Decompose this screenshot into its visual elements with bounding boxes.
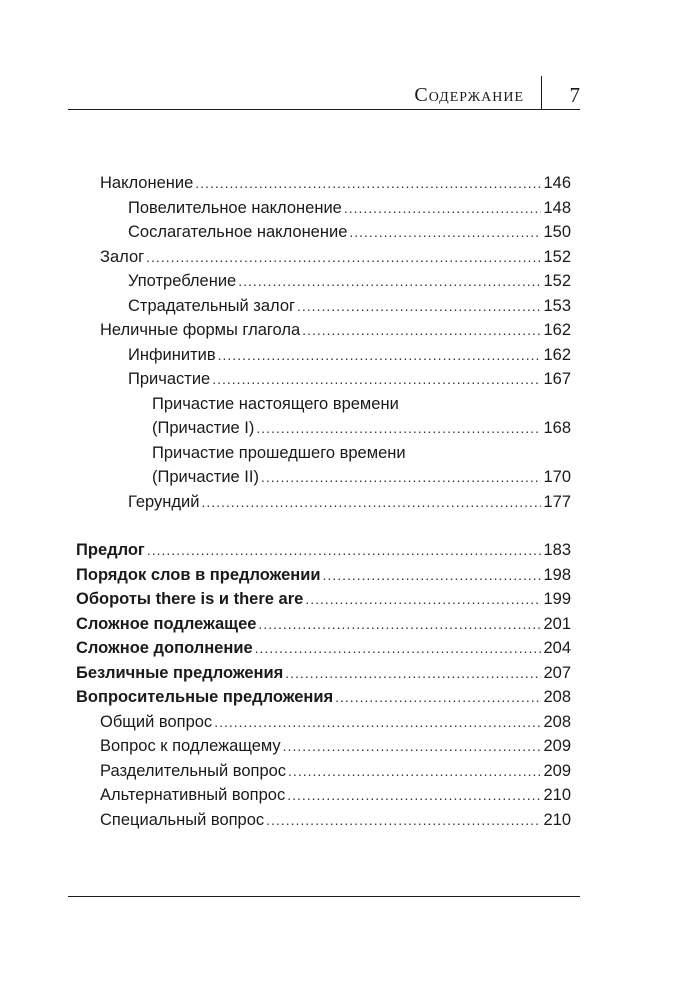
- toc-entry-page: 209: [543, 761, 571, 780]
- toc-entry[interactable]: [76, 783, 571, 808]
- toc-entry-page: 152: [543, 247, 571, 266]
- toc-entry-title: Залог: [100, 247, 145, 266]
- toc-entry-title: Порядок слов в предложении: [76, 565, 321, 584]
- toc-chapter-entry[interactable]: [76, 538, 571, 563]
- toc-dot-leader: [147, 538, 542, 563]
- toc-dot-leader: [323, 563, 542, 588]
- toc-entry-title: Наклонение: [100, 174, 194, 192]
- toc-entry-page: 152: [543, 272, 571, 290]
- toc-entry[interactable]: [76, 171, 571, 196]
- toc-entry-title: Специальный вопрос: [100, 810, 265, 829]
- toc-entry-title: Герундий: [128, 492, 200, 511]
- toc-dot-leader: [266, 808, 541, 833]
- toc-dot-leader: [302, 318, 541, 343]
- toc-entry-page: 150: [543, 223, 571, 241]
- toc-entry-title: Употребление: [128, 272, 237, 290]
- toc-dot-leader: [195, 171, 541, 196]
- toc-entry-page: 199: [543, 590, 571, 608]
- toc-entry-title: Повелительное наклонение: [128, 198, 342, 217]
- toc-chapter-entry[interactable]: [76, 612, 571, 637]
- toc-dot-leader: [261, 465, 542, 490]
- toc-entry[interactable]: [76, 367, 571, 392]
- toc-entry-page: 208: [543, 712, 571, 731]
- toc-entry-title: Причастие: [128, 370, 211, 388]
- toc-entry-page: 198: [543, 565, 571, 584]
- toc-dot-leader: [214, 710, 541, 735]
- toc-entry[interactable]: [76, 416, 571, 441]
- toc-dot-leader: [335, 685, 541, 710]
- toc-dot-leader: [287, 783, 541, 808]
- toc-entry-page: 177: [543, 492, 571, 511]
- toc-entry[interactable]: [76, 759, 571, 784]
- page-number: 7: [569, 83, 580, 107]
- toc-dot-leader: [344, 196, 542, 221]
- toc-entry-page: 210: [543, 810, 571, 829]
- toc-chapter-entry[interactable]: [76, 563, 571, 588]
- running-head: [68, 68, 580, 110]
- toc-entry-title: Сложное подлежащее: [76, 614, 257, 633]
- header-rule: [68, 109, 580, 110]
- toc-entry-page: 167: [543, 370, 571, 388]
- toc-chapter-entry[interactable]: [76, 636, 571, 661]
- running-head-title: Содержание: [414, 84, 524, 106]
- toc-entry-page: 210: [543, 786, 571, 804]
- toc-dot-leader: [297, 294, 541, 319]
- toc-entry-page: 170: [543, 468, 571, 486]
- toc-entry-title: Сложное дополнение: [76, 639, 253, 657]
- toc-dot-leader: [258, 612, 541, 637]
- toc-dot-leader: [212, 367, 541, 392]
- toc-entry-title: Страдательный залог: [128, 296, 296, 315]
- toc-entry-page: 162: [543, 321, 571, 339]
- toc-chapter-entry[interactable]: [76, 685, 571, 710]
- toc-chapter-entry[interactable]: [76, 661, 571, 686]
- toc-entry-title: Предлог: [76, 541, 145, 559]
- toc-entry[interactable]: [76, 490, 571, 515]
- toc-entry-title: (Причастие I): [152, 419, 255, 437]
- toc-entry-page: 208: [543, 688, 571, 706]
- toc-entry-page: 153: [543, 296, 571, 315]
- toc-entry-title: Инфинитив: [128, 345, 216, 364]
- toc-entry-page: 148: [543, 198, 571, 217]
- toc-entry-page: 183: [543, 541, 571, 559]
- toc-entry-title: (Причастие II): [152, 468, 259, 486]
- toc-entry-title: Вопрос к подлежащему: [100, 737, 281, 755]
- toc-dot-leader: [218, 343, 542, 368]
- toc-dot-leader: [305, 587, 541, 612]
- toc-entry-title-line1[interactable]: Причастие прошедшего времени: [152, 443, 406, 462]
- running-head-divider: [541, 76, 542, 110]
- toc-entry[interactable]: [76, 294, 571, 319]
- toc-dot-leader: [349, 220, 541, 245]
- toc-entry[interactable]: [76, 710, 571, 735]
- toc-section-chapters: [76, 538, 571, 832]
- toc-entry-page: 168: [543, 419, 571, 437]
- toc-entry-title: Безличные предложения: [76, 663, 284, 682]
- toc-dot-leader: [238, 269, 541, 294]
- toc-section-verb-forms: [76, 171, 571, 514]
- toc-entry-page: 162: [543, 345, 571, 364]
- toc-entry[interactable]: [76, 734, 571, 759]
- toc-entry[interactable]: [76, 808, 571, 833]
- table-of-contents: [76, 171, 571, 832]
- toc-dot-leader: [256, 416, 541, 441]
- toc-dot-leader: [288, 759, 541, 784]
- toc-entry-page: 201: [543, 614, 571, 633]
- toc-dot-leader: [283, 734, 542, 759]
- toc-entry-title: Неличные формы глагола: [100, 321, 301, 339]
- toc-entry-title-line1[interactable]: Причастие настоящего времени: [152, 394, 399, 413]
- toc-entry[interactable]: [76, 318, 571, 343]
- footer-rule: [68, 896, 580, 897]
- toc-entry[interactable]: [76, 220, 571, 245]
- toc-dot-leader: [285, 661, 541, 686]
- toc-entry-page: 209: [543, 737, 571, 755]
- toc-dot-leader: [255, 636, 542, 661]
- toc-entry[interactable]: [76, 343, 571, 368]
- toc-entry-title: Альтернативный вопрос: [100, 786, 286, 804]
- toc-entry-title: Общий вопрос: [100, 712, 213, 731]
- toc-chapter-entry[interactable]: [76, 587, 571, 612]
- toc-entry[interactable]: [76, 245, 571, 270]
- toc-entry-page: 207: [543, 663, 571, 682]
- toc-entry-title: Разделительный вопрос: [100, 761, 287, 780]
- toc-entry-title: Сослагательное наклонение: [128, 223, 348, 241]
- toc-entry[interactable]: [76, 465, 571, 490]
- toc-entry[interactable]: [76, 196, 571, 221]
- toc-entry-title: Вопросительные предложения: [76, 688, 334, 706]
- toc-entry-title: Обороты there is и there are: [76, 590, 304, 608]
- toc-entry-page: 146: [543, 174, 571, 192]
- toc-dot-leader: [146, 245, 541, 270]
- toc-dot-leader: [201, 490, 541, 515]
- toc-entry-page: 204: [543, 639, 571, 657]
- toc-entry[interactable]: [76, 269, 571, 294]
